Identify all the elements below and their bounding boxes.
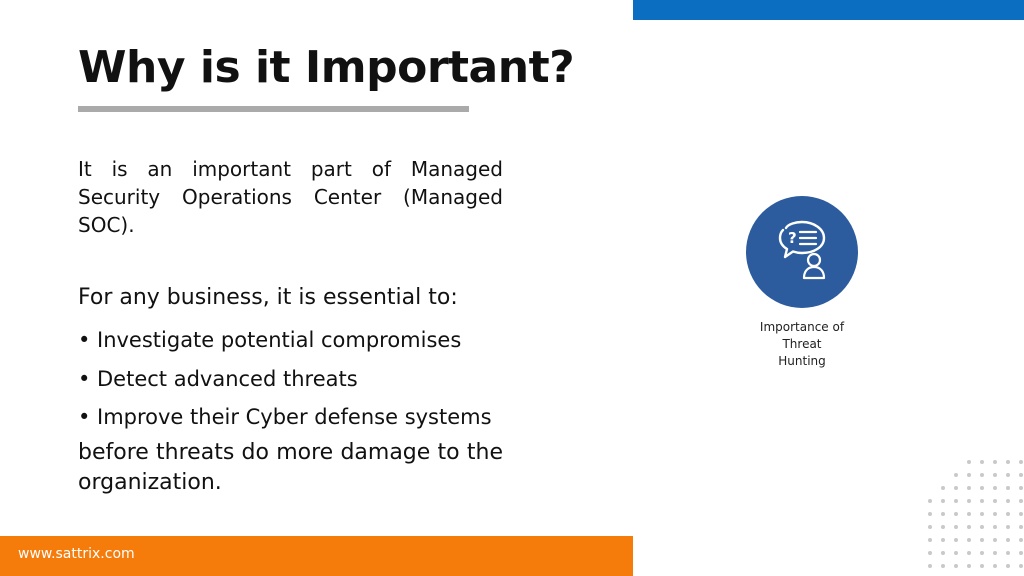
grid-dot — [967, 525, 971, 529]
bullet-item: • Investigate potential compromises — [78, 321, 492, 360]
grid-dot — [980, 564, 984, 568]
threat-hunting-icon — [746, 196, 858, 308]
grid-dot — [954, 473, 958, 477]
grid-dot — [993, 512, 997, 516]
svg-text:?: ? — [788, 229, 797, 247]
grid-dot — [993, 473, 997, 477]
grid-dot — [993, 564, 997, 568]
slide-title: Why is it Important? — [78, 42, 575, 93]
decorative-dot-grid — [924, 458, 1024, 576]
grid-dot — [967, 564, 971, 568]
grid-dot — [980, 486, 984, 490]
intro-paragraph: It is an important part of Managed Security Operations Center (Managed SOC). — [78, 157, 503, 237]
grid-dot — [993, 551, 997, 555]
grid-dot — [993, 525, 997, 529]
grid-dot — [941, 486, 945, 490]
grid-dot — [967, 512, 971, 516]
grid-dot — [941, 551, 945, 555]
grid-dot — [1019, 486, 1023, 490]
grid-dot — [1006, 551, 1010, 555]
grid-dot — [928, 564, 932, 568]
footer-website-link[interactable]: www.sattrix.com — [18, 546, 135, 562]
caption-line: Importance of — [759, 320, 845, 334]
grid-dot — [980, 499, 984, 503]
grid-dot — [954, 564, 958, 568]
caption-line: Hunting — [778, 354, 826, 368]
grid-dot — [980, 525, 984, 529]
closing-paragraph: before threats do more damage to the organization. — [78, 440, 503, 495]
grid-dot — [1006, 486, 1010, 490]
grid-dot — [1019, 512, 1023, 516]
icon-caption — [742, 319, 862, 370]
grid-dot — [993, 499, 997, 503]
grid-dot — [954, 538, 958, 542]
grid-dot — [993, 460, 997, 464]
grid-dot — [941, 499, 945, 503]
grid-dot — [993, 486, 997, 490]
grid-dot — [967, 486, 971, 490]
grid-dot — [980, 460, 984, 464]
grid-dot — [941, 538, 945, 542]
grid-dot — [941, 525, 945, 529]
grid-dot — [1006, 525, 1010, 529]
grid-dot — [993, 538, 997, 542]
grid-dot — [954, 525, 958, 529]
grid-dot — [1019, 538, 1023, 542]
grid-dot — [1019, 525, 1023, 529]
grid-dot — [967, 538, 971, 542]
chat-question-person-icon — [774, 220, 830, 280]
lead-sentence: For any business, it is essential to: — [78, 285, 458, 310]
grid-dot — [1006, 538, 1010, 542]
grid-dot — [967, 499, 971, 503]
title-underline — [78, 106, 469, 112]
grid-dot — [1006, 512, 1010, 516]
grid-dot — [1019, 473, 1023, 477]
grid-dot — [980, 538, 984, 542]
grid-dot — [954, 499, 958, 503]
grid-dot — [980, 473, 984, 477]
grid-dot — [967, 460, 971, 464]
grid-dot — [954, 486, 958, 490]
bullet-list — [78, 321, 492, 437]
top-accent-bar — [633, 0, 1024, 20]
grid-dot — [941, 564, 945, 568]
grid-dot — [928, 525, 932, 529]
grid-dot — [1006, 564, 1010, 568]
grid-dot — [928, 512, 932, 516]
grid-dot — [1019, 551, 1023, 555]
grid-dot — [954, 512, 958, 516]
grid-dot — [967, 551, 971, 555]
bullet-item: • Detect advanced threats — [78, 360, 492, 399]
bullet-item: • Improve their Cyber defense systems — [78, 398, 492, 437]
grid-dot — [1006, 460, 1010, 464]
grid-dot — [928, 538, 932, 542]
grid-dot — [1006, 473, 1010, 477]
grid-dot — [1019, 499, 1023, 503]
grid-dot — [1006, 499, 1010, 503]
grid-dot — [954, 551, 958, 555]
grid-dot — [928, 551, 932, 555]
grid-dot — [1019, 564, 1023, 568]
grid-dot — [980, 551, 984, 555]
grid-dot — [1019, 460, 1023, 464]
caption-line: Threat — [782, 337, 822, 351]
grid-dot — [980, 512, 984, 516]
grid-dot — [967, 473, 971, 477]
grid-dot — [928, 499, 932, 503]
grid-dot — [941, 512, 945, 516]
